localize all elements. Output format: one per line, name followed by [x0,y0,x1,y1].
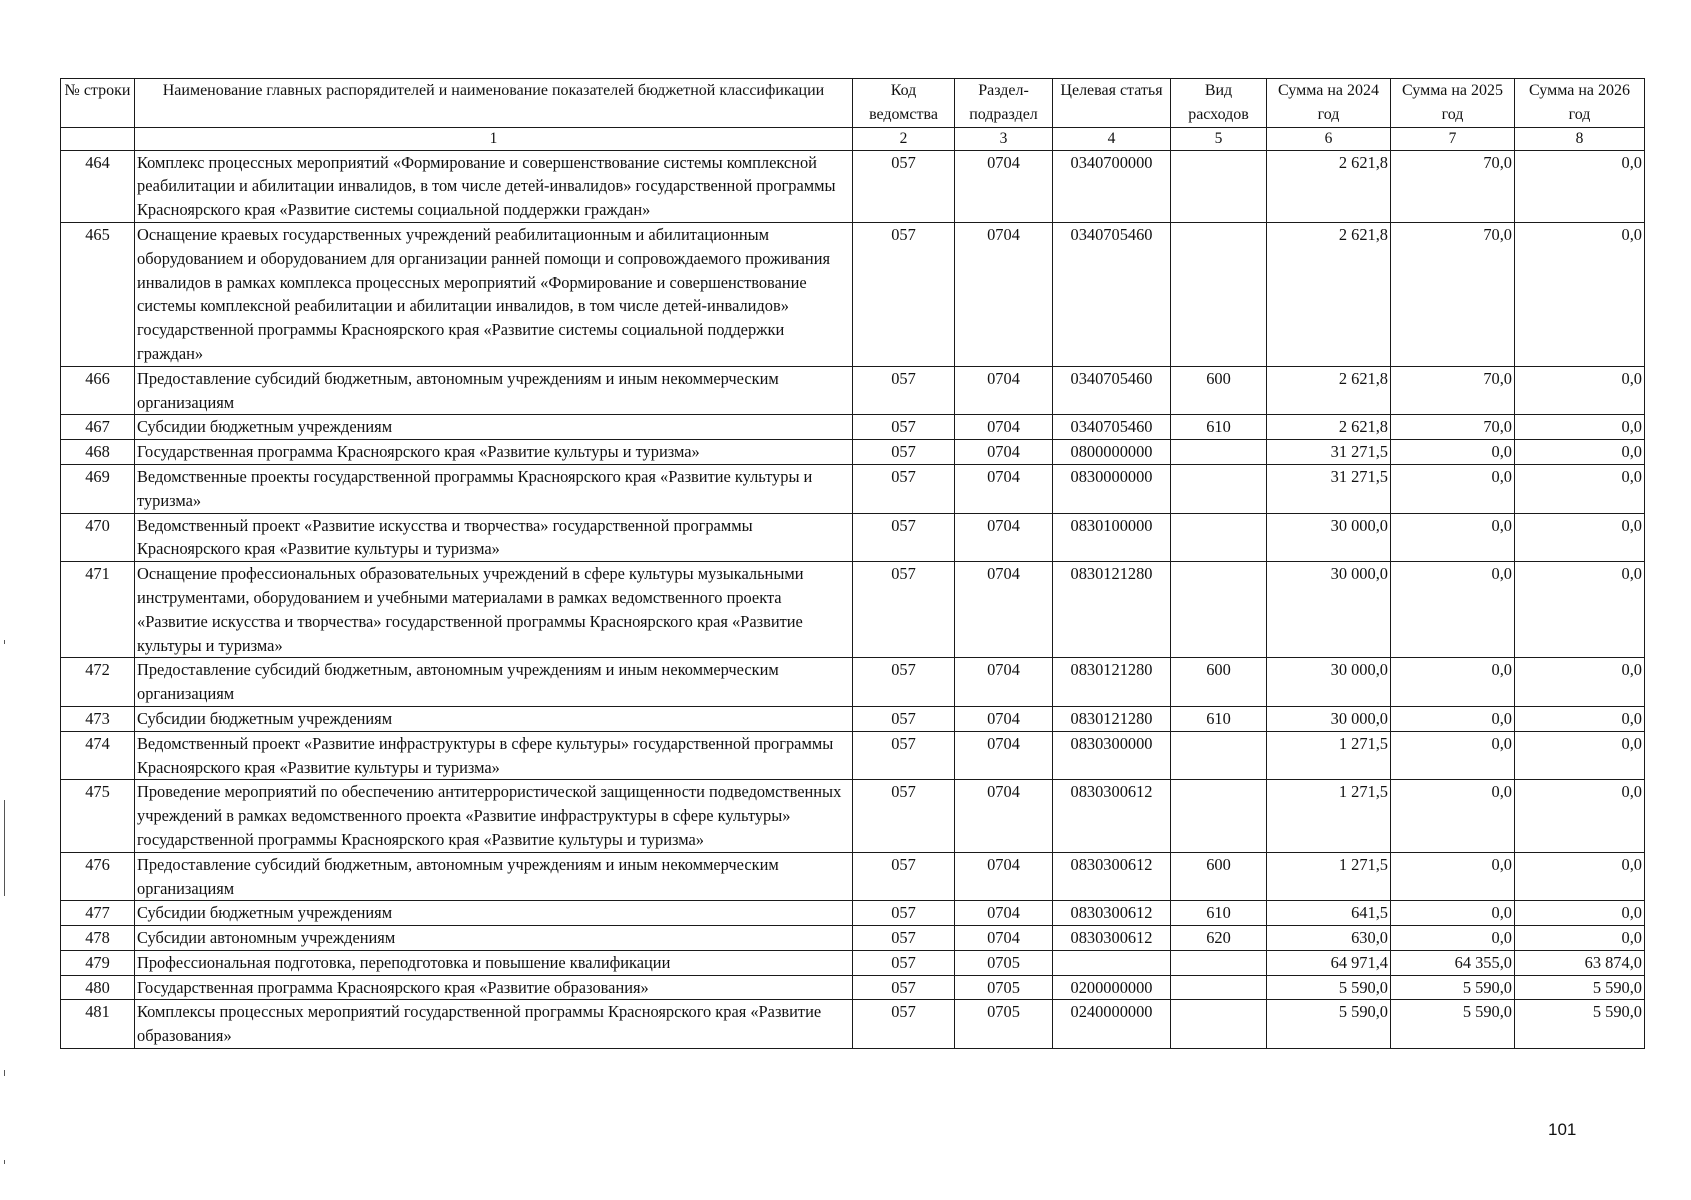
expense-type-cell [1171,975,1267,1000]
expense-type-cell: 600 [1171,658,1267,707]
column-number [61,127,135,150]
row-name-cell: Комплексы процессных мероприятий государственной программы Красноярского края «Развитие образования» [135,1000,853,1049]
expense-type-cell: 610 [1171,415,1267,440]
amount-2025-cell: 0,0 [1391,731,1515,780]
section-cell: 0704 [955,731,1053,780]
table-row [61,731,1645,780]
amount-2025-cell: 64 355,0 [1391,950,1515,975]
row-number-cell: 465 [61,222,135,366]
column-number: 6 [1267,127,1391,150]
table-row [61,222,1645,366]
expense-type-cell [1171,1000,1267,1049]
target-item-cell: 0340700000 [1053,150,1171,222]
table-header-row [61,79,1645,128]
amount-2025-cell: 0,0 [1391,562,1515,658]
table-row [61,975,1645,1000]
expense-type-cell [1171,464,1267,513]
table-row [61,464,1645,513]
amount-2024-cell: 64 971,4 [1267,950,1391,975]
section-cell: 0704 [955,926,1053,951]
section-cell: 0704 [955,440,1053,465]
department-code-cell: 057 [853,731,955,780]
row-number-cell: 466 [61,366,135,415]
department-code-cell: 057 [853,562,955,658]
row-name-cell: Комплекс процессных мероприятий «Формирование и совершенствование системы комплексной реабилитации и абилитации инвалидов, в том числе детей-инвалидов» государственной программы Красноярского края «Развитие системы социальной поддержки граждан» [135,150,853,222]
target-item-cell: 0830100000 [1053,513,1171,562]
target-item-cell: 0340705460 [1053,366,1171,415]
amount-2024-cell: 30 000,0 [1267,513,1391,562]
row-name-cell: Ведомственный проект «Развитие инфраструктуры в сфере культуры» государственной программы Красноярского края «Развитие культуры и туризма» [135,731,853,780]
amount-2026-cell: 5 590,0 [1515,1000,1645,1049]
amount-2026-cell: 0,0 [1515,440,1645,465]
row-number-cell: 470 [61,513,135,562]
column-number: 8 [1515,127,1645,150]
header-row-number: № строки [61,79,135,128]
amount-2024-cell: 30 000,0 [1267,658,1391,707]
target-item-cell: 0830000000 [1053,464,1171,513]
amount-2025-cell: 70,0 [1391,366,1515,415]
amount-2025-cell: 0,0 [1391,706,1515,731]
row-number-cell: 471 [61,562,135,658]
amount-2026-cell: 0,0 [1515,731,1645,780]
amount-2024-cell: 2 621,8 [1267,415,1391,440]
page-number: 101 [1548,1120,1577,1139]
amount-2024-cell: 1 271,5 [1267,780,1391,852]
header-amount-2024: Сумма на 2024 год [1267,79,1391,128]
section-cell: 0704 [955,222,1053,366]
table-row [61,780,1645,852]
target-item-cell: 0830121280 [1053,706,1171,731]
column-number: 2 [853,127,955,150]
target-item-cell [1053,950,1171,975]
table-row [61,950,1645,975]
section-cell: 0705 [955,950,1053,975]
row-number-cell: 480 [61,975,135,1000]
amount-2026-cell: 0,0 [1515,222,1645,366]
amount-2024-cell: 30 000,0 [1267,706,1391,731]
section-cell: 0705 [955,1000,1053,1049]
header-amount-2025: Сумма на 2025 год [1391,79,1515,128]
column-number-row [61,127,1645,150]
section-cell: 0704 [955,513,1053,562]
table-row [61,926,1645,951]
section-cell: 0704 [955,150,1053,222]
amount-2025-cell: 0,0 [1391,464,1515,513]
target-item-cell: 0830300612 [1053,901,1171,926]
header-department-code: Код ведомства [853,79,955,128]
table-row [61,852,1645,901]
section-cell: 0705 [955,975,1053,1000]
amount-2026-cell: 0,0 [1515,658,1645,707]
header-section: Раздел-подраздел [955,79,1053,128]
target-item-cell: 0830300612 [1053,780,1171,852]
row-number-cell: 473 [61,706,135,731]
row-number-cell: 472 [61,658,135,707]
amount-2024-cell: 2 621,8 [1267,150,1391,222]
section-cell: 0704 [955,562,1053,658]
amount-2024-cell: 5 590,0 [1267,1000,1391,1049]
table-row [61,366,1645,415]
amount-2026-cell: 63 874,0 [1515,950,1645,975]
row-name-cell: Профессиональная подготовка, переподготовка и повышение квалификации [135,950,853,975]
budget-table-container [60,78,1644,1049]
table-row [61,150,1645,222]
expense-type-cell [1171,440,1267,465]
department-code-cell: 057 [853,658,955,707]
amount-2026-cell: 0,0 [1515,780,1645,852]
row-number-cell: 474 [61,731,135,780]
table-body [61,150,1645,1048]
row-name-cell: Государственная программа Красноярского края «Развитие образования» [135,975,853,1000]
amount-2026-cell: 0,0 [1515,150,1645,222]
column-number: 1 [135,127,853,150]
target-item-cell: 0830121280 [1053,562,1171,658]
row-name-cell: Субсидии бюджетным учреждениям [135,706,853,731]
section-cell: 0704 [955,415,1053,440]
department-code-cell: 057 [853,440,955,465]
amount-2026-cell: 0,0 [1515,926,1645,951]
expense-type-cell [1171,150,1267,222]
row-number-cell: 479 [61,950,135,975]
header-name: Наименование главных распорядителей и наименование показателей бюджетной классификации [135,79,853,128]
department-code-cell: 057 [853,464,955,513]
amount-2025-cell: 0,0 [1391,440,1515,465]
column-number: 5 [1171,127,1267,150]
row-name-cell: Предоставление субсидий бюджетным, автономным учреждениям и иным некоммерческим организациям [135,366,853,415]
amount-2026-cell: 0,0 [1515,852,1645,901]
row-name-cell: Предоставление субсидий бюджетным, автономным учреждениям и иным некоммерческим организациям [135,852,853,901]
target-item-cell: 0830121280 [1053,658,1171,707]
section-cell: 0704 [955,464,1053,513]
amount-2025-cell: 0,0 [1391,658,1515,707]
table-row [61,901,1645,926]
amount-2024-cell: 630,0 [1267,926,1391,951]
department-code-cell: 057 [853,415,955,440]
target-item-cell: 0830300612 [1053,852,1171,901]
expense-type-cell [1171,780,1267,852]
amount-2025-cell: 70,0 [1391,222,1515,366]
expense-type-cell: 610 [1171,706,1267,731]
amount-2026-cell: 0,0 [1515,464,1645,513]
row-name-cell: Оснащение профессиональных образовательных учреждений в сфере культуры музыкальными инструментами, оборудованием и учебными материалами в рамках ведомственного проекта «Развитие искусства и творчества» государственной программы Красноярского края «Развитие культуры и туризма» [135,562,853,658]
table-row [61,658,1645,707]
section-cell: 0704 [955,852,1053,901]
department-code-cell: 057 [853,780,955,852]
table-row [61,706,1645,731]
row-number-cell: 481 [61,1000,135,1049]
amount-2025-cell: 5 590,0 [1391,975,1515,1000]
row-number-cell: 478 [61,926,135,951]
section-cell: 0704 [955,658,1053,707]
column-number: 3 [955,127,1053,150]
row-number-cell: 475 [61,780,135,852]
target-item-cell: 0830300000 [1053,731,1171,780]
table-row [61,513,1645,562]
amount-2024-cell: 1 271,5 [1267,852,1391,901]
row-name-cell: Оснащение краевых государственных учреждений реабилитационным и абилитационным оборудованием и оборудованием для организации ранней помощи и сопровождаемого проживания инвалидов в рамках комплекса процессных мероприятий «Формирование и совершенствование системы комплексной реабилитации и абилитации инвалидов, в том числе детей-инвалидов» государственной программы Красноярского края «Развитие системы социальной поддержки граждан» [135,222,853,366]
row-name-cell: Предоставление субсидий бюджетным, автономным учреждениям и иным некоммерческим организациям [135,658,853,707]
department-code-cell: 057 [853,366,955,415]
department-code-cell: 057 [853,1000,955,1049]
amount-2026-cell: 5 590,0 [1515,975,1645,1000]
department-code-cell: 057 [853,706,955,731]
row-name-cell: Ведомственный проект «Развитие искусства и творчества» государственной программы Красноярского края «Развитие культуры и туризма» [135,513,853,562]
expense-type-cell: 610 [1171,901,1267,926]
section-cell: 0704 [955,366,1053,415]
table-row [61,1000,1645,1049]
row-name-cell: Ведомственные проекты государственной программы Красноярского края «Развитие культуры и туризма» [135,464,853,513]
department-code-cell: 057 [853,975,955,1000]
header-target-item: Целевая статья [1053,79,1171,128]
amount-2025-cell: 70,0 [1391,150,1515,222]
amount-2024-cell: 31 271,5 [1267,464,1391,513]
department-code-cell: 057 [853,926,955,951]
amount-2026-cell: 0,0 [1515,415,1645,440]
row-name-cell: Субсидии бюджетным учреждениям [135,415,853,440]
section-cell: 0704 [955,706,1053,731]
target-item-cell: 0800000000 [1053,440,1171,465]
amount-2024-cell: 30 000,0 [1267,562,1391,658]
table-row [61,415,1645,440]
amount-2025-cell: 0,0 [1391,901,1515,926]
section-cell: 0704 [955,780,1053,852]
amount-2026-cell: 0,0 [1515,562,1645,658]
expense-type-cell: 600 [1171,852,1267,901]
expense-type-cell [1171,562,1267,658]
row-name-cell: Субсидии автономным учреждениям [135,926,853,951]
expense-type-cell [1171,731,1267,780]
amount-2024-cell: 1 271,5 [1267,731,1391,780]
target-item-cell: 0340705460 [1053,222,1171,366]
amount-2025-cell: 0,0 [1391,852,1515,901]
row-number-cell: 468 [61,440,135,465]
amount-2026-cell: 0,0 [1515,366,1645,415]
department-code-cell: 057 [853,222,955,366]
table-row [61,440,1645,465]
department-code-cell: 057 [853,852,955,901]
amount-2025-cell: 5 590,0 [1391,1000,1515,1049]
amount-2025-cell: 70,0 [1391,415,1515,440]
expense-type-cell [1171,222,1267,366]
amount-2024-cell: 641,5 [1267,901,1391,926]
amount-2024-cell: 2 621,8 [1267,366,1391,415]
target-item-cell: 0340705460 [1053,415,1171,440]
amount-2026-cell: 0,0 [1515,706,1645,731]
row-name-cell: Субсидии бюджетным учреждениям [135,901,853,926]
row-number-cell: 477 [61,901,135,926]
amount-2025-cell: 0,0 [1391,780,1515,852]
amount-2026-cell: 0,0 [1515,901,1645,926]
amount-2024-cell: 2 621,8 [1267,222,1391,366]
column-number: 7 [1391,127,1515,150]
expense-type-cell [1171,950,1267,975]
header-expense-type: Вид расходов [1171,79,1267,128]
table-row [61,562,1645,658]
expense-type-cell [1171,513,1267,562]
header-amount-2026: Сумма на 2026 год [1515,79,1645,128]
amount-2025-cell: 0,0 [1391,926,1515,951]
row-number-cell: 467 [61,415,135,440]
department-code-cell: 057 [853,150,955,222]
section-cell: 0704 [955,901,1053,926]
column-number: 4 [1053,127,1171,150]
budget-table [60,78,1645,1049]
target-item-cell: 0830300612 [1053,926,1171,951]
target-item-cell: 0240000000 [1053,1000,1171,1049]
expense-type-cell: 600 [1171,366,1267,415]
row-name-cell: Государственная программа Красноярского края «Развитие культуры и туризма» [135,440,853,465]
row-number-cell: 476 [61,852,135,901]
amount-2024-cell: 31 271,5 [1267,440,1391,465]
row-number-cell: 469 [61,464,135,513]
row-number-cell: 464 [61,150,135,222]
department-code-cell: 057 [853,513,955,562]
amount-2024-cell: 5 590,0 [1267,975,1391,1000]
department-code-cell: 057 [853,950,955,975]
department-code-cell: 057 [853,901,955,926]
amount-2026-cell: 0,0 [1515,513,1645,562]
expense-type-cell: 620 [1171,926,1267,951]
scan-edge-marks [4,0,10,1200]
amount-2025-cell: 0,0 [1391,513,1515,562]
target-item-cell: 0200000000 [1053,975,1171,1000]
row-name-cell: Проведение мероприятий по обеспечению антитеррористической защищенности подведомственных учреждений в рамках ведомственного проекта «Развитие инфраструктуры в сфере культуры» государственной программы Красноярского края «Развитие культуры и туризма» [135,780,853,852]
